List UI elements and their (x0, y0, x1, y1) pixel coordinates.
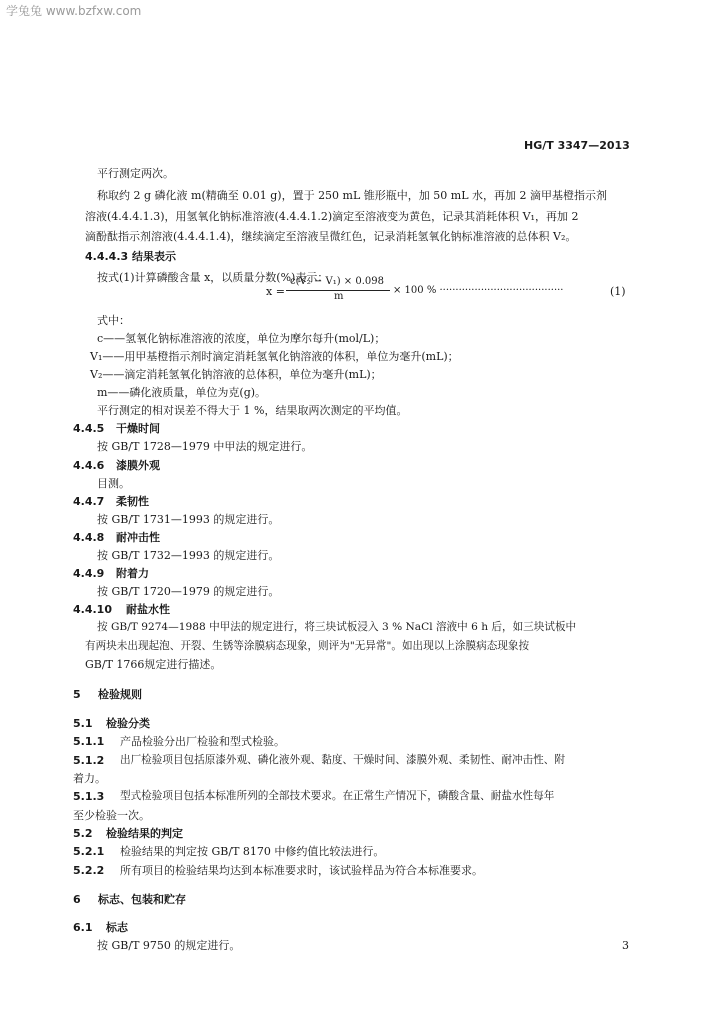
section-number: 4.4.10 (73, 603, 112, 616)
variable-definition: V₂——滴定消耗氢氧化钠溶液的总体积，单位为毫升(mL)； (90, 368, 382, 381)
paragraph-line: 称取约 2 g 磷化液 m(精确至 0.01 g)，置于 250 mL 锥形瓶中，加 50 mL 水，再加 2 滴甲基橙指示剂 (97, 189, 607, 202)
paragraph-line: 滴酚酞指示剂溶液(4.4.4.1.4)，继续滴定至溶液呈微红色，记录消耗氢氧化钠标准溶液的总体积 V₂。 (85, 230, 577, 243)
section-number: 4.4.7 (73, 495, 105, 508)
section-title: 检验结果的判定 (106, 827, 183, 840)
formula-lhs: x = (266, 285, 285, 298)
chapter-number: 5 (73, 688, 81, 701)
section-number: 4.4.8 (73, 531, 105, 544)
paragraph-line: 检验结果的判定按 GB/T 8170 中修约值比较法进行。 (120, 845, 385, 858)
paragraph-line: 型式检验项目包括本标准所列的全部技术要求。在正常生产情况下，磷酸含量、耐盐水性每年 (120, 790, 555, 802)
section-title: 检验分类 (106, 717, 150, 730)
section-number: 4.4.6 (73, 459, 105, 472)
standard-number-header: HG/T 3347—2013 (524, 139, 630, 152)
section-title: 干燥时间 (116, 422, 160, 435)
page-number: 3 (622, 939, 629, 952)
paragraph-line: 出厂检验项目包括原漆外观、磷化液外观、黏度、干燥时间、漆膜外观、柔韧性、耐冲击性、附 (120, 754, 565, 766)
paragraph-line: 着力。 (73, 772, 106, 785)
paragraph-line: 按 GB/T 1732—1993 的规定进行。 (97, 549, 280, 562)
paragraph-line: 按式(1)计算磷酸含量 x，以质量分数(%)表示： (97, 271, 329, 284)
section-number: 4.4.4.3 (85, 250, 129, 263)
variable-definition: c——氢氧化钠标准溶液的浓度，单位为摩尔每升(mol/L)； (97, 332, 386, 345)
paragraph-line: 目测。 (97, 477, 130, 490)
section-number: 4.4.5 (73, 422, 105, 435)
section-title: 附着力 (116, 567, 149, 580)
paragraph-line: 溶液(4.4.4.1.3)，用氢氧化钠标准溶液(4.4.4.1.2)滴定至溶液变为黄色，记录其消耗体积 V₁，再加 2 (85, 210, 579, 223)
chapter-title: 检验规则 (98, 688, 142, 701)
clause-number: 5.1.2 (73, 754, 105, 767)
formula-rhs: × 100 % ······································· (393, 285, 564, 296)
paragraph-line: 有两块未出现起泡、开裂、生锈等涂膜病态现象，则评为"无异常"。如出现以上涂膜病态现象按 (85, 640, 530, 652)
watermark: 学兔兔 www.bzfxw.com (6, 4, 142, 18)
variable-definition: m——磷化液质量，单位为克(g)。 (97, 386, 267, 399)
section-title: 标志 (106, 921, 128, 934)
variable-definition: V₁——用甲基橙指示剂时滴定消耗氢氧化钠溶液的体积，单位为毫升(mL)； (90, 350, 459, 363)
paragraph-line: 式中： (97, 314, 130, 327)
paragraph-line: 按 GB/T 9750 的规定进行。 (97, 939, 241, 952)
paragraph-line: 按 GB/T 9274—1988 中甲法的规定进行，将三块试板浸入 3 % NaCl 溶液中 6 h 后，如三块试板中 (97, 621, 577, 633)
section-number: 5.2 (73, 827, 93, 840)
chapter-number: 6 (73, 893, 81, 906)
section-number: 4.4.9 (73, 567, 105, 580)
clause-number: 5.2.2 (73, 864, 105, 877)
paragraph-line: 按 GB/T 1731—1993 的规定进行。 (97, 513, 280, 526)
paragraph-line: 产品检验分出厂检验和型式检验。 (120, 735, 285, 748)
formula-denominator: m (334, 291, 344, 302)
paragraph-line: 至少检验一次。 (73, 809, 150, 822)
chapter-title: 标志、包装和贮存 (98, 893, 186, 906)
section-title: 耐冲击性 (116, 531, 160, 544)
section-number: 6.1 (73, 921, 93, 934)
section-title: 耐盐水性 (126, 603, 170, 616)
formula-numerator: c(V₂ − V₁) × 0.098 (290, 276, 384, 287)
formula-fraction (286, 277, 392, 305)
section-title: 结果表示 (132, 250, 176, 263)
section-title: 柔韧性 (116, 495, 149, 508)
paragraph-line: GB/T 1766规定进行描述。 (85, 658, 222, 671)
paragraph-line: 平行测定两次。 (97, 167, 174, 180)
clause-number: 5.1.3 (73, 790, 105, 803)
paragraph-line: 按 GB/T 1720—1979 的规定进行。 (97, 585, 280, 598)
section-title: 漆膜外观 (116, 459, 160, 472)
equation-number: (1) (610, 285, 626, 298)
section-number: 5.1 (73, 717, 93, 730)
clause-number: 5.1.1 (73, 735, 105, 748)
clause-number: 5.2.1 (73, 845, 105, 858)
paragraph-line: 平行测定的相对误差不得大于 1 %，结果取两次测定的平均值。 (97, 404, 408, 417)
paragraph-line: 所有项目的检验结果均达到本标准要求时，该试验样品为符合本标准要求。 (120, 864, 483, 877)
paragraph-line: 按 GB/T 1728—1979 中甲法的规定进行。 (97, 440, 313, 453)
